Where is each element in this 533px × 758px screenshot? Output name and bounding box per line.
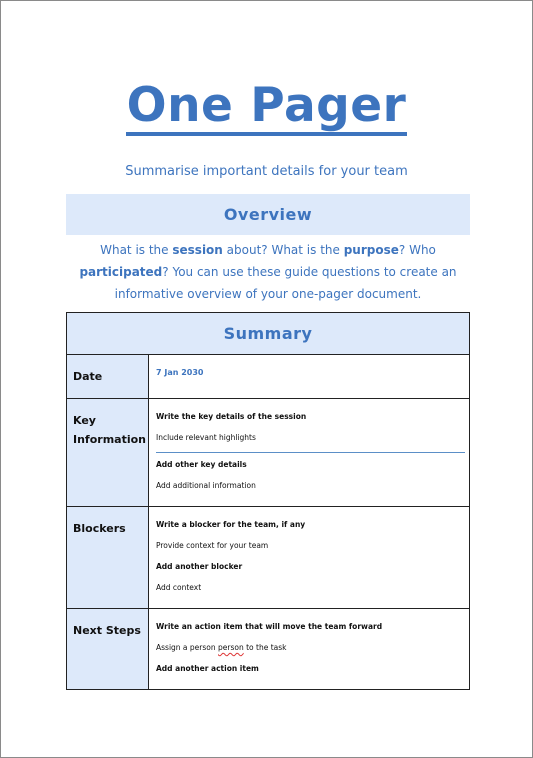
key-information-label: Key Information (67, 399, 149, 506)
blockers-label: Blockers (67, 507, 149, 608)
overview-text-part: ? You can use these guide questions to create an informative overview of your one-pager document. (114, 265, 457, 301)
key-info-line: Write the key details of the session (156, 412, 307, 421)
overview-keyword-participated: participated (79, 265, 163, 279)
next-steps-text: to the task (243, 643, 287, 652)
table-row-key-information (67, 399, 469, 507)
document-subtitle: Summarise important details for your team (125, 164, 408, 179)
table-row-next-steps (67, 609, 469, 689)
document-title (1, 77, 532, 136)
date-value: 7 Jan 2030 (156, 368, 204, 377)
overview-paragraph (61, 239, 475, 305)
key-info-line: Add other key details (156, 460, 247, 469)
key-info-line: Add additional information (156, 481, 256, 490)
table-row-blockers (67, 507, 469, 609)
table-row-date (67, 355, 469, 399)
spelling-flagged-word[interactable]: person (218, 643, 244, 652)
summary-heading: Summary (67, 313, 469, 355)
overview-text-part: What is the (100, 243, 173, 257)
next-steps-line (156, 643, 465, 653)
overview-text-part: about? What is the (222, 243, 344, 257)
next-steps-text: Assign a person (156, 643, 218, 652)
blockers-line: Write a blocker for the team, if any (156, 520, 306, 529)
date-cell[interactable] (149, 355, 469, 398)
blockers-line: Add context (156, 583, 202, 592)
key-info-divider (156, 452, 465, 453)
key-info-line: Include relevant highlights (156, 433, 256, 442)
next-steps-line: Write an action item that will move the team forward (156, 622, 383, 631)
title-text: One Pager (126, 80, 408, 136)
key-information-cell[interactable] (149, 399, 469, 506)
overview-text-part: ? Who (398, 243, 436, 257)
blockers-line: Add another blocker (156, 562, 243, 571)
overview-heading: Overview (66, 194, 470, 235)
overview-keyword-purpose: purpose (343, 243, 399, 257)
next-steps-line: Add another action item (156, 664, 259, 673)
blockers-cell[interactable] (149, 507, 469, 608)
overview-keyword-session: session (172, 243, 223, 257)
next-steps-label: Next Steps (67, 609, 149, 689)
next-steps-cell[interactable] (149, 609, 469, 689)
date-label: Date (67, 355, 149, 398)
summary-table (66, 312, 470, 690)
blockers-line: Provide context for your team (156, 541, 269, 550)
